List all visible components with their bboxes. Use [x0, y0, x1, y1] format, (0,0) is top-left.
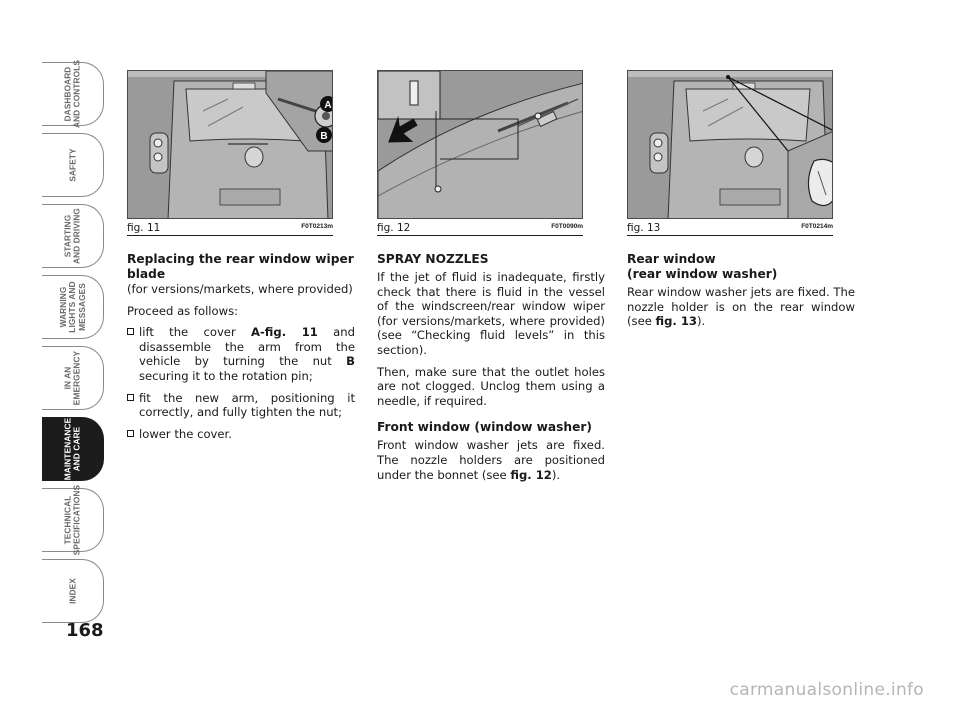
figure-label: fig. 11 — [127, 222, 161, 234]
heading-line: Rear window — [627, 252, 716, 266]
column-rear-window — [627, 252, 855, 336]
figure-label: fig. 13 — [627, 222, 661, 234]
column-wiper-blade — [127, 252, 355, 448]
tab-label: IN AN EMERGENCY — [62, 350, 82, 406]
step-fit-arm: fit the new arm, positioning it correctly, and fully tighten the nut; — [127, 391, 355, 420]
tab-technical-specifications[interactable] — [42, 484, 104, 556]
watermark: carmanualsonline.info — [729, 680, 924, 700]
caption-rule — [377, 235, 583, 236]
paragraph: Front window washer jets are fixed. The nozzle holders are positioned under the bonnet (see fig. 12). — [377, 438, 605, 482]
versions-note: (for versions/markets, where provided) — [127, 282, 353, 296]
checkbox-bullet-icon — [127, 394, 134, 401]
tab-starting-and-driving[interactable] — [42, 204, 104, 268]
tab-in-an-emergency[interactable] — [42, 346, 104, 410]
checkbox-bullet-icon — [127, 328, 134, 335]
figure-code: F0T0213m — [301, 223, 333, 230]
figure-code: F0T0214m — [801, 223, 833, 230]
heading-line: (rear window washer) — [627, 267, 778, 281]
figure-11-illustration — [127, 70, 333, 219]
heading-front-window: Front window (window washer) — [377, 420, 592, 435]
tab-maintenance-and-care[interactable] — [42, 417, 104, 481]
heading-wiper-blade — [127, 252, 355, 282]
figure-12-caption — [377, 222, 583, 236]
caption-rule — [127, 235, 333, 236]
tab-label: WARNING LIGHTS AND MESSAGES — [57, 281, 87, 333]
step-lower-cover: lower the cover. — [127, 427, 355, 442]
paragraph: Then, make sure that the outlet holes are not clogged. Unclog them using a needle, if required. — [377, 364, 605, 408]
tab-label: SAFETY — [67, 148, 78, 182]
tab-safety[interactable] — [42, 133, 104, 197]
figure-12-illustration — [377, 70, 583, 219]
heading-line: blade — [127, 267, 166, 281]
heading-line: Replacing the rear window wiper — [127, 252, 354, 266]
figure-11-caption — [127, 222, 333, 236]
intro-text: Proceed as follows: — [127, 303, 239, 318]
figure-13-caption — [627, 222, 833, 236]
paragraph: Rear window washer jets are fixed. The nozzle holder is on the rear window (see fig. 13). — [627, 285, 855, 329]
figure-label: fig. 12 — [377, 222, 411, 234]
step-lift-cover: lift the cover A-fig. 11 and disassemble the arm from the vehicle by turning the nut B securing it to the rotation pin; — [127, 325, 355, 383]
caption-rule — [627, 235, 833, 236]
heading-rear-window — [627, 252, 855, 282]
callout-a: A — [324, 100, 332, 111]
tab-warning-lights-and-messages[interactable] — [42, 275, 104, 339]
tab-label: INDEX — [67, 578, 78, 604]
figure-13-illustration — [627, 70, 833, 219]
tab-label: STARTING AND DRIVING — [62, 208, 82, 264]
column-spray-nozzles — [377, 252, 605, 489]
paragraph: If the jet of fluid is inadequate, firstly check that there is fluid in the vessel of the windscreen/rear window wiper (for versions/markets, where provided) (see “Checking fluid levels” in this section). — [377, 270, 605, 357]
page-number: 168 — [66, 620, 104, 641]
tab-label: DASHBOARD AND CONTROLS — [62, 59, 82, 129]
tab-index[interactable] — [42, 559, 104, 623]
callout-b: B — [320, 131, 328, 142]
figure-code: F0T0090m — [551, 223, 583, 230]
tab-label: TECHNICAL SPECIFICATIONS — [62, 484, 82, 556]
heading-spray-nozzles: SPRAY NOZZLES — [377, 252, 489, 266]
tab-label: MAINTENANCE AND CARE — [62, 417, 82, 481]
tab-dashboard-and-controls[interactable] — [42, 59, 104, 129]
checkbox-bullet-icon — [127, 430, 134, 437]
